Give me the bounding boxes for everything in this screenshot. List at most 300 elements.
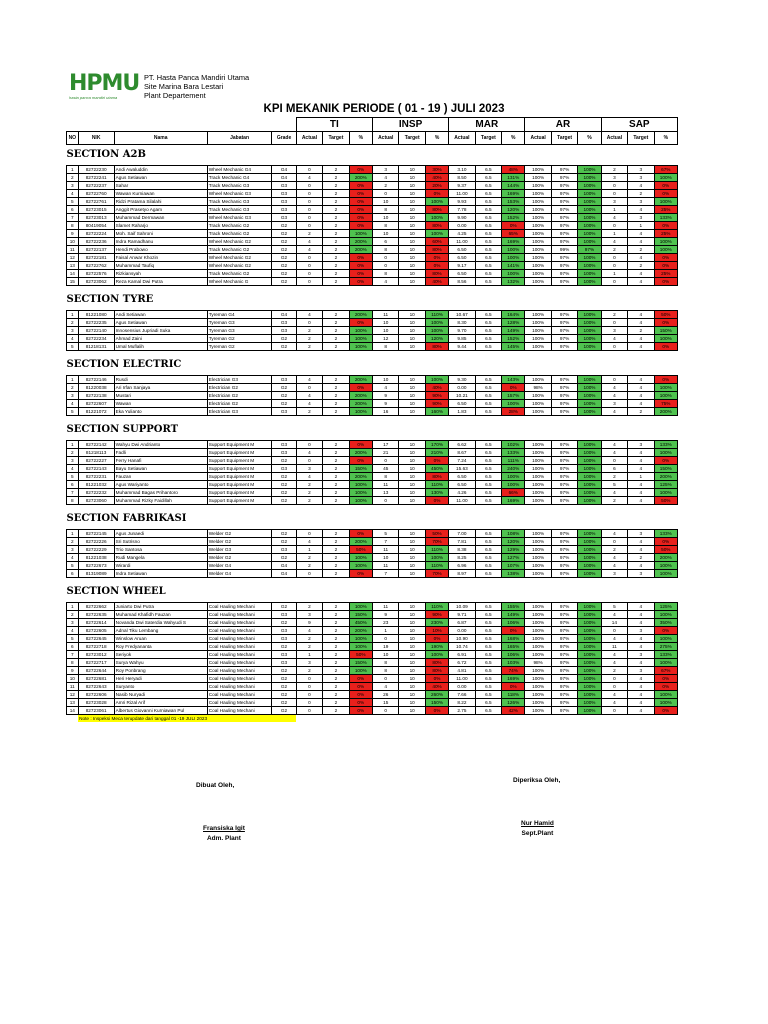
table-cell: 25% (654, 206, 677, 214)
table-cell: 4 (628, 643, 654, 651)
table-cell: 0% (349, 384, 372, 392)
table-cell: 6 (67, 570, 79, 578)
table-cell: 2 (296, 643, 322, 651)
table-cell: Coal Hauling Mechani (207, 675, 272, 683)
table-cell: 2.75 (449, 707, 475, 715)
table-cell: 82723061 (78, 707, 114, 715)
table-cell: 2 (323, 311, 349, 319)
table-cell: 4 (67, 335, 79, 343)
table-cell: 7.66 (449, 691, 475, 699)
table-cell: 10 (399, 481, 425, 489)
table-cell: 82723028 (78, 699, 114, 707)
table-cell: 0% (349, 691, 372, 699)
table-cell: 4 (628, 319, 654, 327)
table-row (67, 335, 678, 343)
table-cell: Muhamad Khafidh Fauzan (114, 611, 207, 619)
table-cell: 4 (601, 238, 627, 246)
table-cell: 100% (525, 376, 551, 384)
table-cell: 4 (296, 400, 322, 408)
table-cell: G2 (272, 457, 296, 465)
table-cell: 100% (425, 198, 448, 206)
table-cell: 0% (654, 707, 677, 715)
table-cell: 97% (551, 627, 577, 635)
table-cell: G4 (272, 174, 296, 182)
table-cell: 0% (654, 343, 677, 351)
table-cell: 4 (628, 603, 654, 611)
table-cell: 100% (349, 489, 372, 497)
table-cell: 80% (425, 222, 448, 230)
table-cell: 9 (67, 230, 79, 238)
table-cell: 100% (349, 343, 372, 351)
table-cell: 97% (551, 603, 577, 611)
table-cell: 97% (551, 667, 577, 675)
table-cell: Andi Setiawan (114, 311, 207, 319)
table-cell: 100% (654, 392, 677, 400)
table-cell: 97% (551, 214, 577, 222)
table-cell: 9.85 (449, 335, 475, 343)
table-row (67, 635, 678, 643)
table-cell: 10 (399, 489, 425, 497)
table-cell: 12 (67, 691, 79, 699)
table-cell: 4 (601, 659, 627, 667)
table-cell: 0% (349, 214, 372, 222)
table-cell: 2 (296, 489, 322, 497)
table-cell: 100% (654, 691, 677, 699)
table-cell: 4 (628, 659, 654, 667)
table-cell: 0 (601, 278, 627, 286)
table-cell: 82722614 (78, 619, 114, 627)
table-cell: 10 (399, 530, 425, 538)
table-cell: 0% (349, 441, 372, 449)
table-cell: 100% (525, 166, 551, 174)
table-cell: 0 (601, 222, 627, 230)
table-cell: 11 (372, 481, 398, 489)
table-cell: 82722226 (78, 538, 114, 546)
table-cell: G2 (272, 335, 296, 343)
table-cell: 82722146 (78, 376, 114, 384)
table-cell: 100% (525, 214, 551, 222)
table-cell: Welder G4 (207, 562, 272, 570)
table-cell: 8 (372, 270, 398, 278)
table-cell: 5 (67, 473, 79, 481)
table-cell: 10 (399, 182, 425, 190)
section-header-row (67, 290, 678, 311)
table-cell: 2 (323, 335, 349, 343)
table-cell: 82722137 (78, 246, 114, 254)
table-cell: 10 (399, 554, 425, 562)
table-cell: 97% (551, 554, 577, 562)
table-cell: 3 (628, 166, 654, 174)
table-cell: Roy Fredyananta (114, 643, 207, 651)
table-cell: Winslow Aruan (114, 635, 207, 643)
table-cell: Amri Rizal Arif (114, 699, 207, 707)
table-cell: 100% (525, 457, 551, 465)
table-cell: 4 (628, 335, 654, 343)
table-cell: 7.78 (449, 206, 475, 214)
table-cell: 10 (399, 699, 425, 707)
table-row (67, 262, 678, 270)
table-row (67, 554, 678, 562)
table-cell: 2 (323, 707, 349, 715)
section-header-row (67, 420, 678, 441)
table-cell: 6.5 (475, 683, 501, 691)
table-row (67, 562, 678, 570)
table-cell: 70% (425, 538, 448, 546)
table-cell: 4 (628, 270, 654, 278)
table-cell: 210% (425, 449, 448, 457)
column-header: NIK (78, 132, 114, 145)
section-title: SECTION SUPPORT (66, 424, 179, 435)
table-cell: Wheel Mechanic G4 (207, 166, 272, 174)
table-cell: 100% (525, 246, 551, 254)
table-cell: 100% (654, 335, 677, 343)
table-cell: 0 (296, 206, 322, 214)
table-cell: 98% (525, 659, 551, 667)
table-cell: 120% (502, 206, 525, 214)
table-row (67, 611, 678, 619)
table-cell: 0.00 (449, 384, 475, 392)
table-cell: G2 (272, 530, 296, 538)
table-cell: 110% (425, 562, 448, 570)
table-cell: G2 (272, 643, 296, 651)
table-cell: 30% (425, 166, 448, 174)
table-cell: 97% (551, 238, 577, 246)
table-cell: Coal Hauling Mechani (207, 643, 272, 651)
table-cell: 0% (654, 376, 677, 384)
table-cell: 200% (349, 473, 372, 481)
table-cell: 100% (525, 635, 551, 643)
table-cell: 2 (323, 327, 349, 335)
table-cell: 100% (525, 270, 551, 278)
table-cell: 141% (502, 262, 525, 270)
table-cell: Eka Yulianto (114, 408, 207, 416)
table-cell: 100% (502, 246, 525, 254)
table-cell: 10 (399, 457, 425, 465)
table-cell: 3 (67, 457, 79, 465)
column-header: % (349, 132, 372, 145)
table-cell: 1 (628, 222, 654, 230)
table-cell: 0 (372, 457, 398, 465)
group-ti: TI (296, 118, 372, 132)
table-row (67, 278, 678, 286)
table-cell: 2 (323, 198, 349, 206)
table-cell: 0% (425, 707, 448, 715)
table-cell: 10 (399, 327, 425, 335)
table-cell: 2 (323, 222, 349, 230)
table-cell: Wahyu Dwi Andrianto (114, 441, 207, 449)
table-cell: 100% (525, 489, 551, 497)
table-cell: 11 (67, 683, 79, 691)
table-cell: Coal Hauling Mechani (207, 707, 272, 715)
table-cell: 2 (296, 335, 322, 343)
table-cell: 100% (578, 214, 601, 222)
table-cell: 82723060 (78, 497, 114, 505)
table-cell: 4 (628, 465, 654, 473)
table-cell: Electrician G2 (207, 384, 272, 392)
table-cell: Sahar (114, 182, 207, 190)
table-cell: 145% (502, 343, 525, 351)
table-cell: 0% (425, 254, 448, 262)
table-cell: 100% (654, 174, 677, 182)
table-cell: Electrician G3 (207, 408, 272, 416)
table-cell: 97% (551, 497, 577, 505)
table-cell: G2 (272, 538, 296, 546)
table-cell: 1 (67, 441, 79, 449)
table-cell: 0 (296, 457, 322, 465)
table-cell: 3 (601, 327, 627, 335)
table-cell: 100% (425, 376, 448, 384)
table-cell: 8.22 (449, 699, 475, 707)
table-cell: 6.5 (475, 246, 501, 254)
table-cell: 7.81 (449, 538, 475, 546)
table-cell: 50% (349, 546, 372, 554)
table-cell: 4 (628, 707, 654, 715)
table-cell: 4 (601, 554, 627, 562)
table-cell: 0 (296, 190, 322, 198)
table-cell: 10 (372, 198, 398, 206)
table-cell: 1 (601, 206, 627, 214)
table-cell: Juniarto Dwi Putra (114, 603, 207, 611)
table-cell: 2 (323, 635, 349, 643)
table-cell: 10 (399, 603, 425, 611)
table-cell: 4 (628, 489, 654, 497)
table-cell: 10 (399, 384, 425, 392)
table-cell: Seriyok (114, 651, 207, 659)
table-cell: 97% (551, 198, 577, 206)
table-cell: 4 (628, 311, 654, 319)
table-cell: 100% (525, 238, 551, 246)
table-cell: 80% (425, 206, 448, 214)
table-cell: 82722643 (78, 683, 114, 691)
table-cell: G3 (272, 214, 296, 222)
table-cell: 3 (601, 174, 627, 182)
table-cell: G4 (272, 570, 296, 578)
table-row (67, 603, 678, 611)
table-cell: 0 (601, 376, 627, 384)
table-cell: 8 (372, 667, 398, 675)
table-cell: 82722232 (78, 489, 114, 497)
table-cell: 2 (323, 465, 349, 473)
table-cell: 82722229 (78, 546, 114, 554)
table-cell: 100% (525, 570, 551, 578)
table-cell: 60% (425, 238, 448, 246)
table-cell: 100% (578, 473, 601, 481)
table-cell: 100% (654, 238, 677, 246)
table-cell: 97% (551, 562, 577, 570)
table-cell: 3 (67, 327, 79, 335)
table-cell: 82722235 (78, 319, 114, 327)
table-cell: 82722230 (78, 166, 114, 174)
table-cell: 0 (601, 707, 627, 715)
table-cell: 4 (296, 392, 322, 400)
table-cell: 6.5 (475, 651, 501, 659)
table-cell: Agus Wariyanto (114, 481, 207, 489)
table-cell: Welder G2 (207, 530, 272, 538)
table-cell: 100% (525, 497, 551, 505)
table-cell: 0% (349, 278, 372, 286)
table-cell: 200% (654, 473, 677, 481)
table-cell: G2 (272, 473, 296, 481)
table-cell: 20% (425, 182, 448, 190)
table-cell: Coal Hauling Mechani (207, 683, 272, 691)
table-cell: Support Equipment M (207, 481, 272, 489)
section-title: SECTION A2B (66, 149, 146, 160)
table-cell: 15.63 (449, 465, 475, 473)
table-cell: 82722231 (78, 473, 114, 481)
table-cell: 4 (601, 335, 627, 343)
table-cell: 1 (372, 627, 398, 635)
table-cell: Support Equipment M (207, 465, 272, 473)
table-row (67, 497, 678, 505)
table-cell: 2 (323, 182, 349, 190)
table-cell: 23 (372, 619, 398, 627)
table-cell: 152% (502, 214, 525, 222)
table-cell: 0 (296, 384, 322, 392)
table-cell: 97% (551, 182, 577, 190)
report-title: KPI MEKANIK PERIODE ( 01 - 19 ) JULI 2023 (263, 103, 505, 115)
table-cell: 82722662 (78, 603, 114, 611)
table-cell: 2 (323, 473, 349, 481)
table-cell: 100% (349, 327, 372, 335)
kpi-body (67, 145, 678, 723)
table-cell: 0 (296, 254, 322, 262)
table-cell: 81220038 (78, 384, 114, 392)
table-cell: 100% (525, 562, 551, 570)
table-cell: Anggit Prasetyo Agam (114, 206, 207, 214)
table-row (67, 376, 678, 384)
table-cell: 10 (399, 570, 425, 578)
table-cell: 2 (323, 538, 349, 546)
table-cell: 25% (654, 270, 677, 278)
table-cell: 3 (67, 619, 79, 627)
table-cell: 106% (502, 619, 525, 627)
table-cell: 168% (502, 635, 525, 643)
table-cell: 6.5 (475, 481, 501, 489)
table-cell: 3.10 (449, 166, 475, 174)
note-text: Note : Inspeksi Meca terupdate dari tanggal 01 -19 JULI 2023 (78, 715, 296, 723)
table-cell: 4 (601, 214, 627, 222)
table-cell: Tyreman G2 (207, 343, 272, 351)
table-cell: Trio Santosa (114, 546, 207, 554)
table-cell: 10 (399, 335, 425, 343)
table-cell: 97% (551, 270, 577, 278)
table-cell: 10 (399, 400, 425, 408)
table-cell: 97% (551, 400, 577, 408)
table-cell: 0 (601, 262, 627, 270)
table-cell: Wheel Mechanic G2 (207, 238, 272, 246)
table-row (67, 683, 678, 691)
table-cell: 8.25 (449, 554, 475, 562)
table-cell: 106% (502, 651, 525, 659)
table-cell: 97% (551, 465, 577, 473)
table-cell: 1 (601, 230, 627, 238)
table-cell: 10 (399, 659, 425, 667)
table-cell: 2 (323, 691, 349, 699)
table-cell: 6 (67, 643, 79, 651)
table-cell: 6.50 (449, 246, 475, 254)
table-cell: 4 (601, 699, 627, 707)
table-cell: 200% (349, 400, 372, 408)
table-cell: Rusdi (114, 376, 207, 384)
table-cell: 9.30 (449, 376, 475, 384)
table-cell: 6.50 (449, 270, 475, 278)
table-cell: 6.5 (475, 497, 501, 505)
table-row (67, 481, 678, 489)
table-cell: Novanda Dwi Saterdia Wahyudi S (114, 619, 207, 627)
table-cell: 450% (425, 465, 448, 473)
table-cell: Coal Hauling Mechani (207, 627, 272, 635)
table-cell: 6.5 (475, 190, 501, 198)
table-cell: 0% (502, 384, 525, 392)
table-cell: 28% (502, 408, 525, 416)
table-cell: 4 (67, 190, 79, 198)
table-cell: G2 (272, 603, 296, 611)
table-cell: Support Equipment M (207, 473, 272, 481)
table-cell: 0% (425, 635, 448, 643)
table-cell: 80% (425, 343, 448, 351)
table-cell: 90% (425, 400, 448, 408)
table-cell: 120% (502, 538, 525, 546)
table-cell: 100% (578, 335, 601, 343)
table-cell: 0 (296, 530, 322, 538)
table-cell: 10 (399, 222, 425, 230)
table-cell: 82722605 (78, 627, 114, 635)
table-row (67, 343, 678, 351)
table-cell: 8.38 (449, 546, 475, 554)
table-cell: Track Mechanic G3 (207, 198, 272, 206)
table-cell: Innosensius Jupriadi Suka (114, 327, 207, 335)
table-cell: 100% (654, 699, 677, 707)
table-cell: 11.00 (449, 675, 475, 683)
table-cell: 16 (372, 408, 398, 416)
table-cell: 9.37 (449, 182, 475, 190)
table-cell: 97% (551, 449, 577, 457)
table-cell: Fadli (114, 449, 207, 457)
table-row (67, 699, 678, 707)
table-cell: 4 (296, 538, 322, 546)
table-cell: 200% (349, 376, 372, 384)
table-cell: 81221038 (78, 554, 114, 562)
table-cell: 2 (67, 449, 79, 457)
table-cell: 10 (399, 538, 425, 546)
table-cell: 125% (654, 603, 677, 611)
table-cell: 0 (296, 278, 322, 286)
table-cell: G3 (272, 651, 296, 659)
checked-by-role: Sept.Plant (521, 830, 554, 837)
table-cell: 82722607 (78, 400, 114, 408)
table-cell: 200% (349, 311, 372, 319)
table-cell: 82722681 (78, 675, 114, 683)
table-cell: 67% (654, 166, 677, 174)
table-cell: 81221032 (78, 481, 114, 489)
table-cell: 100% (349, 554, 372, 562)
table-cell: Wawan (114, 400, 207, 408)
table-cell: 14 (67, 270, 79, 278)
table-cell: 100% (578, 683, 601, 691)
table-cell: 81221080 (78, 311, 114, 319)
table-cell: G2 (272, 497, 296, 505)
table-cell: 165% (502, 643, 525, 651)
table-cell: 0% (654, 457, 677, 465)
table-cell: 4 (296, 449, 322, 457)
table-cell: 129% (502, 546, 525, 554)
table-cell: 1 (296, 651, 322, 659)
table-cell: 11 (67, 246, 79, 254)
table-cell: 0 (601, 254, 627, 262)
table-cell: 2 (628, 246, 654, 254)
made-by-block (196, 782, 234, 789)
table-cell: 21 (372, 449, 398, 457)
